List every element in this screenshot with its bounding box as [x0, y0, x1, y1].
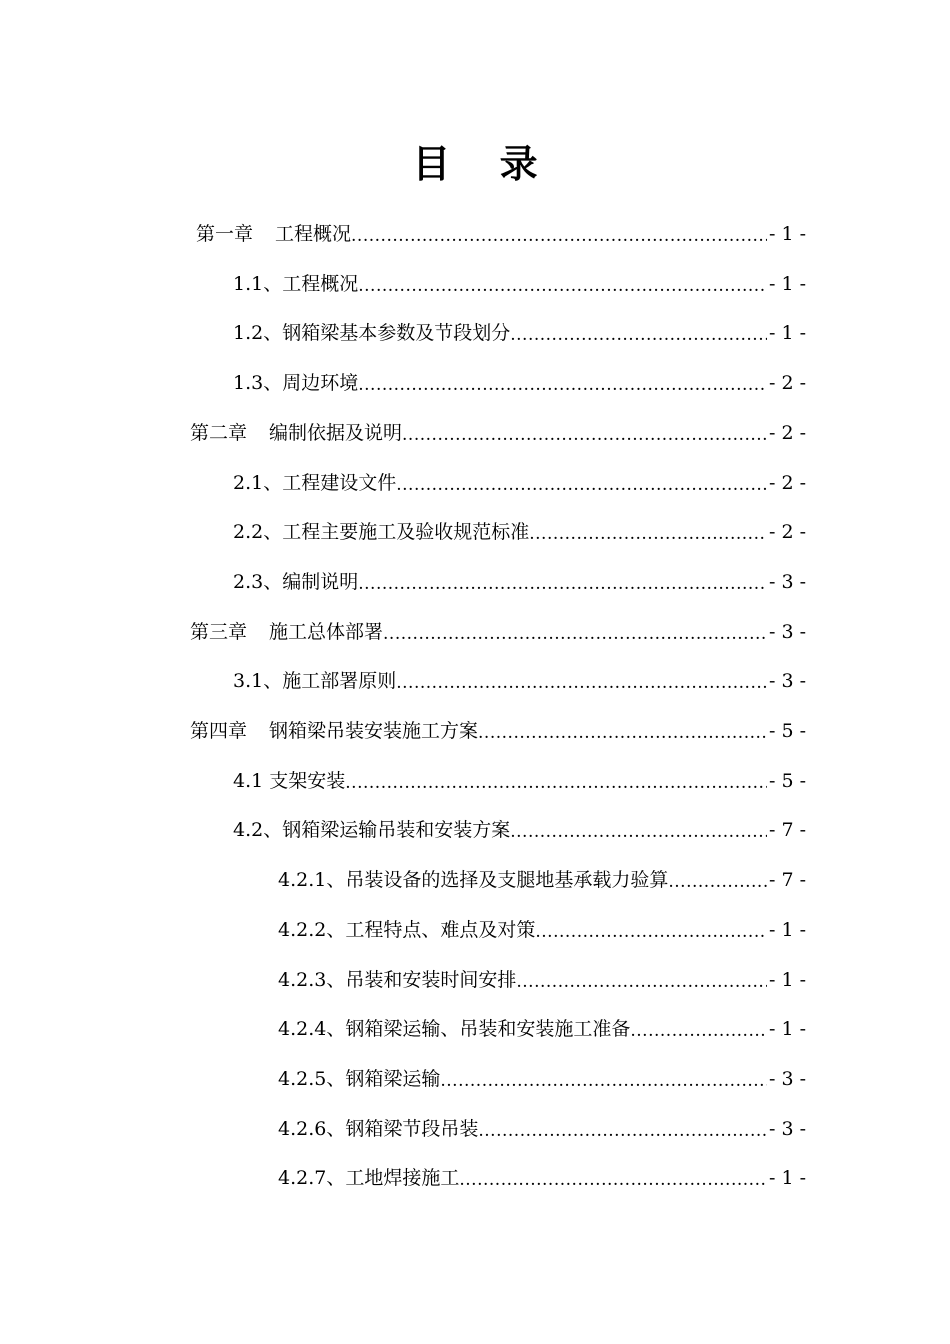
toc-entry-page-number: - 3 - [768, 670, 806, 692]
toc-dot-leader [358, 570, 767, 594]
toc-dot-leader [402, 421, 767, 445]
toc-entry-label [190, 719, 478, 743]
toc-entry[interactable] [278, 860, 806, 892]
toc-entry-label [233, 570, 358, 594]
toc-entry-number: 4.2.1、 [278, 869, 346, 891]
toc-entry[interactable] [278, 1059, 806, 1091]
toc-dot-leader [358, 371, 767, 395]
toc-entry-page-number: - 1 - [768, 919, 806, 941]
toc-entry-label [233, 272, 358, 296]
toc-entry-text: 吊装和安装时间安排 [345, 969, 517, 991]
toc-entry-text: 周边环境 [282, 372, 359, 394]
toc-entry-number: 4.2.5、 [278, 1068, 346, 1090]
toc-entry[interactable] [196, 214, 806, 246]
toc-entry-number: 第一章 [196, 223, 254, 245]
toc-entry[interactable] [190, 413, 806, 445]
toc-entry-label [233, 769, 345, 793]
toc-entry-page-number: - 2 - [768, 372, 806, 394]
toc-entry-text: 工地焊接施工 [345, 1167, 460, 1189]
toc-dot-leader [630, 1017, 767, 1041]
toc-entry[interactable] [233, 661, 806, 693]
toc-entry-text: 施工部署原则 [282, 670, 397, 692]
toc-dot-leader [478, 719, 767, 743]
toc-entry-text: 钢箱梁运输、吊装和安装施工准备 [345, 1018, 631, 1040]
toc-entry-label [233, 818, 510, 842]
toc-entry-text: 钢箱梁节段吊装 [345, 1118, 479, 1140]
toc-dot-leader [459, 1166, 767, 1190]
toc-entry[interactable] [233, 313, 806, 345]
toc-dot-leader [668, 868, 767, 892]
toc-entry-label [278, 1067, 440, 1091]
toc-entry-label [278, 868, 668, 892]
toc-entry-number: 1.1、 [233, 273, 283, 295]
toc-entry[interactable] [233, 761, 806, 793]
toc-entry-page-number: - 3 - [768, 1118, 806, 1140]
toc-entry[interactable] [278, 910, 806, 942]
toc-entry-text: 施工总体部署 [269, 621, 384, 643]
toc-entry-label [190, 421, 402, 445]
toc-entry-label [233, 520, 529, 544]
toc-entry-page-number: - 1 - [768, 1167, 806, 1189]
toc-entry-text: 支架安装 [269, 770, 346, 792]
toc-entry-page-number: - 2 - [768, 422, 806, 444]
toc-entry-label [278, 1166, 459, 1190]
toc-entry-number: 第四章 [190, 720, 248, 742]
toc-dot-leader [529, 520, 767, 544]
toc-entry-text: 工程建设文件 [282, 472, 397, 494]
toc-entry-page-number: - 1 - [768, 1018, 806, 1040]
toc-entry-label [278, 1017, 630, 1041]
toc-entry-number: 4.1 [233, 770, 270, 792]
toc-entry-number: 2.3、 [233, 571, 283, 593]
toc-entry-text: 工程概况 [282, 273, 359, 295]
page-title: 目 录 [412, 142, 556, 186]
toc-entry-text: 钢箱梁运输吊装和安装方案 [282, 819, 511, 841]
toc-entry[interactable] [233, 562, 806, 594]
toc-dot-leader [516, 968, 767, 992]
toc-entry-page-number: - 1 - [768, 273, 806, 295]
toc-entry-text: 钢箱梁基本参数及节段划分 [282, 322, 511, 344]
toc-dot-leader [383, 620, 767, 644]
toc-entry-text: 工程特点、难点及对策 [345, 919, 536, 941]
toc-entry-page-number: - 2 - [768, 472, 806, 494]
toc-entry-page-number: - 3 - [768, 1068, 806, 1090]
toc-dot-leader [510, 321, 767, 345]
toc-entry-page-number: - 5 - [768, 770, 806, 792]
toc-entry-label [196, 222, 351, 246]
toc-entry-label [190, 620, 383, 644]
toc-dot-leader [440, 1067, 767, 1091]
toc-entry-page-number: - 3 - [768, 621, 806, 643]
toc-entry-label [278, 968, 516, 992]
toc-dot-leader [345, 769, 767, 793]
toc-entry[interactable] [278, 1009, 806, 1041]
toc-entry-number: 4.2、 [233, 819, 283, 841]
toc-entry-page-number: - 5 - [768, 720, 806, 742]
toc-dot-leader [351, 222, 767, 246]
toc-entry[interactable] [233, 512, 806, 544]
toc-entry-number: 第三章 [190, 621, 248, 643]
toc-dot-leader [396, 471, 767, 495]
toc-entry-page-number: - 3 - [768, 571, 806, 593]
toc-entry-number: 2.1、 [233, 472, 283, 494]
toc-entry-label [278, 918, 535, 942]
toc-entry-label [233, 321, 510, 345]
toc-entry-text: 工程概况 [275, 223, 352, 245]
toc-entry-page-number: - 2 - [768, 521, 806, 543]
toc-entry-text: 吊装设备的选择及支腿地基承载力验算 [345, 869, 669, 891]
toc-entry-label [233, 371, 358, 395]
toc-dot-leader [510, 818, 767, 842]
toc-entry[interactable] [190, 711, 806, 743]
toc-entry-page-number: - 1 - [768, 322, 806, 344]
toc-entry[interactable] [278, 1109, 806, 1141]
toc-entry-number: 4.2.4、 [278, 1018, 346, 1040]
toc-entry-text: 钢箱梁吊装安装施工方案 [269, 720, 479, 742]
toc-entry-text: 钢箱梁运输 [345, 1068, 441, 1090]
toc-entry-number: 2.2、 [233, 521, 283, 543]
toc-entry-label [233, 471, 396, 495]
toc-entry-label [233, 669, 396, 693]
toc-entry[interactable] [233, 463, 806, 495]
toc-entry-number: 1.3、 [233, 372, 283, 394]
toc-entry[interactable] [233, 363, 806, 395]
toc-dot-leader [478, 1117, 767, 1141]
toc-entry-number: 第二章 [190, 422, 248, 444]
toc-entry[interactable] [278, 960, 806, 992]
toc-entry-number: 4.2.7、 [278, 1167, 346, 1189]
toc-entry-text: 编制依据及说明 [269, 422, 403, 444]
toc-entry-page-number: - 7 - [768, 869, 806, 891]
toc-entry-page-number: - 1 - [768, 969, 806, 991]
toc-entry-label [278, 1117, 478, 1141]
toc-entry[interactable] [233, 810, 806, 842]
toc-dot-leader [358, 272, 767, 296]
toc-entry-number: 4.2.6、 [278, 1118, 346, 1140]
toc-entry-number: 3.1、 [233, 670, 283, 692]
toc-entry-page-number: - 7 - [768, 819, 806, 841]
toc-entry-number: 1.2、 [233, 322, 283, 344]
toc-entry[interactable] [278, 1158, 806, 1190]
toc-entry-page-number: - 1 - [768, 223, 806, 245]
toc-entry-number: 4.2.2、 [278, 919, 346, 941]
toc-entry[interactable] [190, 612, 806, 644]
toc-entry-text: 编制说明 [282, 571, 359, 593]
toc-dot-leader [535, 918, 767, 942]
toc-dot-leader [396, 669, 767, 693]
toc-entry-number: 4.2.3、 [278, 969, 346, 991]
toc-entry[interactable] [233, 264, 806, 296]
toc-entry-text: 工程主要施工及验收规范标准 [282, 521, 530, 543]
